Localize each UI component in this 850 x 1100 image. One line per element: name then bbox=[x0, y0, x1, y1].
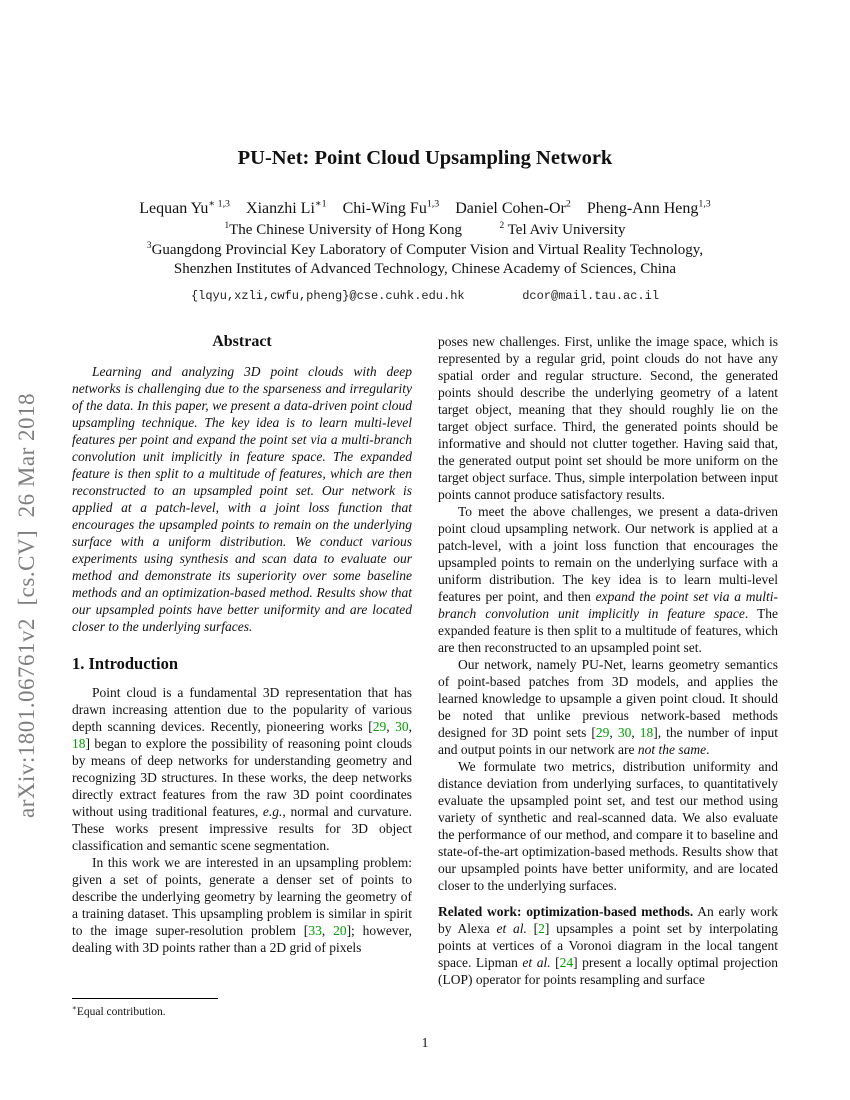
authors-line bbox=[0, 200, 850, 218]
text-segment: Daniel Cohen-Or bbox=[455, 200, 566, 217]
citation-link[interactable]: 24 bbox=[559, 954, 574, 970]
right-paragraph-1 bbox=[438, 333, 778, 503]
right-paragraph-4 bbox=[438, 758, 778, 894]
text-segment bbox=[439, 200, 455, 217]
intro-paragraph-2 bbox=[72, 854, 412, 956]
text-segment: et al. bbox=[522, 954, 551, 970]
text-segment: et al. bbox=[496, 920, 527, 936]
equal-contribution-footnote bbox=[72, 1004, 412, 1021]
abstract-heading: Abstract bbox=[212, 332, 272, 350]
text-segment: Guangdong Provincial Key Laboratory of Computer Vision and Virtual Reality Technology, bbox=[151, 241, 704, 258]
text-segment bbox=[462, 222, 500, 238]
right-paragraph-2 bbox=[438, 503, 778, 656]
text-segment: ∗1 bbox=[314, 198, 327, 210]
affiliation-line-1 bbox=[0, 221, 850, 241]
text-segment: An early work by Alexa bbox=[438, 903, 778, 936]
abstract-text: Learning and analyzing 3D point clouds with deep networks is challenging due to the sparseness and irregularity of the data. In this paper, we present a data-driven point cloud upsampling technique. The key idea is to learn multi-level features per point and expand the point set via a multi-branch convolution unit implicitly in feature space. The expanded feature is then split to a multitude of features, which are then reconstructed to an upsampled point set. Our network is applied at a patch-level, with a joint loss function that encourages the upsampled points to remain on the underlying surface with a uniform distribution. We conduct various experiments using synthesis and scan data to evaluate our method and demonstrate its superiority over some baseline methods and an optimization-based method. Results show that our upsampled points have better uniformity and are located closer to the underlying surfaces. bbox=[72, 363, 412, 634]
text-segment: Chi-Wing Fu bbox=[342, 200, 427, 217]
citation-link[interactable]: 29 bbox=[372, 718, 387, 734]
text-segment: In this work we are interested in an upsampling problem: given a set of points, generate a denser set of points to describe the underlying geometry by learning the geometry of a training dataset. This upsampling problem is similar in spirit to the image super-resolution problem [ bbox=[72, 854, 412, 938]
intro-paragraph-1 bbox=[72, 684, 412, 854]
text-segment: The Chinese University of Hong Kong bbox=[229, 222, 463, 238]
arxiv-watermark: arXiv:1801.06761v2 [cs.CV] 26 Mar 2018 bbox=[14, 392, 39, 818]
two-column-body bbox=[0, 333, 850, 1021]
text-segment: , bbox=[408, 718, 412, 734]
text-segment: 1,3 bbox=[698, 198, 711, 210]
text-segment: 1,3 bbox=[426, 198, 440, 210]
text-segment: poses new challenges. First, unlike the image space, which is represented by a regular grid, point clouds do not have any spatial order and regular structure. Second, the generated points should describe the underlying geometry of a latent target object, meaning that they should roughly lie on the target object surface. Third, the generated points should be informative and should not clutter together. Having said that, the generated output point set should be more uniform on the target object surface. Thus, simple interpolation between input points cannot produce satisfactory results. bbox=[438, 333, 778, 502]
text-segment: ] began to explore the possibility of reasoning point clouds by means of deep networks for understanding geometry and recognizing 3D structures. In these works, the deep networks directly extract features from the raw 3D point coordinates without using traditional features, bbox=[72, 735, 412, 819]
right-paragraph-3 bbox=[438, 656, 778, 758]
text-segment: 1 bbox=[224, 221, 230, 231]
text-segment: , bbox=[321, 922, 334, 938]
text-segment: To meet the above challenges, we present a data-driven point cloud upsampling network. Our network is applied at a patch-level, with a joint loss function that encourages the upsampled points to remain on the underlying surface with a uniform distribution. The key idea is to learn multi-level features per point, and then bbox=[438, 503, 778, 604]
footnote-area bbox=[72, 986, 412, 1021]
text-segment: expand the point set via a multi-branch convolution unit implicitly in feature space bbox=[438, 588, 778, 621]
citation-link[interactable]: 33 bbox=[308, 922, 322, 938]
text-segment bbox=[327, 200, 343, 217]
text-segment: Point cloud is a fundamental 3D representation that has drawn increasing attention due to the popularity of various depth scanning devices. Recently, pioneering works [ bbox=[72, 684, 412, 734]
citation-link[interactable]: 20 bbox=[333, 922, 347, 938]
footnote-divider bbox=[72, 998, 218, 999]
text-segment bbox=[571, 200, 587, 217]
text-segment: ∗ bbox=[72, 1003, 77, 1012]
citation-link[interactable]: 30 bbox=[617, 724, 632, 740]
text-segment: , normal and curvature. These works present impressive results for 3D object classification and semantic scene segmentation. bbox=[72, 803, 412, 853]
text-segment: [ bbox=[526, 920, 539, 936]
text-segment: [ bbox=[550, 954, 560, 970]
section-introduction-heading: 1. Introduction bbox=[72, 653, 179, 673]
page-number: 1 bbox=[421, 1034, 429, 1050]
text-segment: , bbox=[631, 724, 640, 740]
text-segment: Pheng-Ann Heng bbox=[586, 200, 699, 217]
author-emails: {lqyu,xzli,cwfu,pheng}@cse.cuhk.edu.hk dcor@mail.tau.ac.il bbox=[190, 288, 660, 303]
text-segment: ] upsamples a point set by interpolating points at vertices of a Voronoi diagram in the local tangent space. Lipman bbox=[438, 920, 778, 970]
paper-title: PU-Net: Point Cloud Upsampling Network bbox=[237, 147, 613, 169]
right-column bbox=[438, 333, 778, 1021]
text-segment: Xianzhi Li bbox=[246, 200, 315, 217]
affiliation-line-3: Shenzhen Institutes of Advanced Technology, Chinese Academy of Sciences, China bbox=[173, 261, 677, 277]
affiliation-line-2 bbox=[0, 241, 850, 261]
citation-link[interactable]: 18 bbox=[72, 735, 86, 751]
text-segment: . The expanded feature is then split to a multitude of features, which are then reconstructed to an upsampled point set. bbox=[438, 605, 778, 655]
text-segment: not the same bbox=[637, 741, 707, 757]
text-segment: Our network, namely PU-Net, learns geometry semantics of point-based patches from 3D models, and applies the learned knowledge to upsample a given point cloud. It should be noted that unlike previous network-based methods designed for 3D point sets [ bbox=[438, 656, 778, 740]
text-segment: Related work: optimization-based methods. bbox=[438, 903, 694, 919]
citation-link[interactable]: 30 bbox=[395, 718, 409, 734]
text-segment: 3 bbox=[146, 240, 152, 251]
text-segment: ], the number of input and output points in our network are bbox=[438, 724, 779, 757]
text-segment: Lequan Yu bbox=[139, 200, 209, 217]
text-segment bbox=[230, 200, 246, 217]
left-column bbox=[72, 333, 412, 1021]
citation-link[interactable]: 2 bbox=[538, 920, 545, 936]
text-segment: Tel Aviv University bbox=[504, 222, 626, 238]
text-segment: 2 bbox=[565, 198, 571, 210]
citation-link[interactable]: 18 bbox=[639, 724, 654, 740]
text-segment: ]; however, dealing with 3D points rather than a 2D grid of pixels bbox=[72, 922, 412, 955]
text-segment: e.g. bbox=[262, 803, 283, 819]
text-segment: , bbox=[386, 718, 396, 734]
text-segment: Equal contribution. bbox=[76, 1005, 166, 1018]
text-segment: . bbox=[706, 741, 710, 757]
related-work-paragraph bbox=[438, 903, 778, 988]
text-segment: We formulate two metrics, distribution uniformity and distance deviation from underlying surfaces, to quantitatively evaluate the upsampled point set, and test our method using variety of synthetic and real-scanned data. We also evaluate the performance of our method, and compare it to baseline and state-of-the-art optimization-based methods. Results show that our upsampled points have better uniformity, and are located closer to the underlying surfaces. bbox=[438, 758, 778, 893]
text-segment: ∗ 1,3 bbox=[208, 198, 231, 210]
paper-header bbox=[0, 0, 850, 303]
citation-link[interactable]: 29 bbox=[595, 724, 610, 740]
text-segment: ] present a locally optimal projection (LOP) operator for points resampling and surface bbox=[438, 954, 778, 987]
text-segment: , bbox=[609, 724, 618, 740]
text-segment: 2 bbox=[499, 221, 505, 231]
